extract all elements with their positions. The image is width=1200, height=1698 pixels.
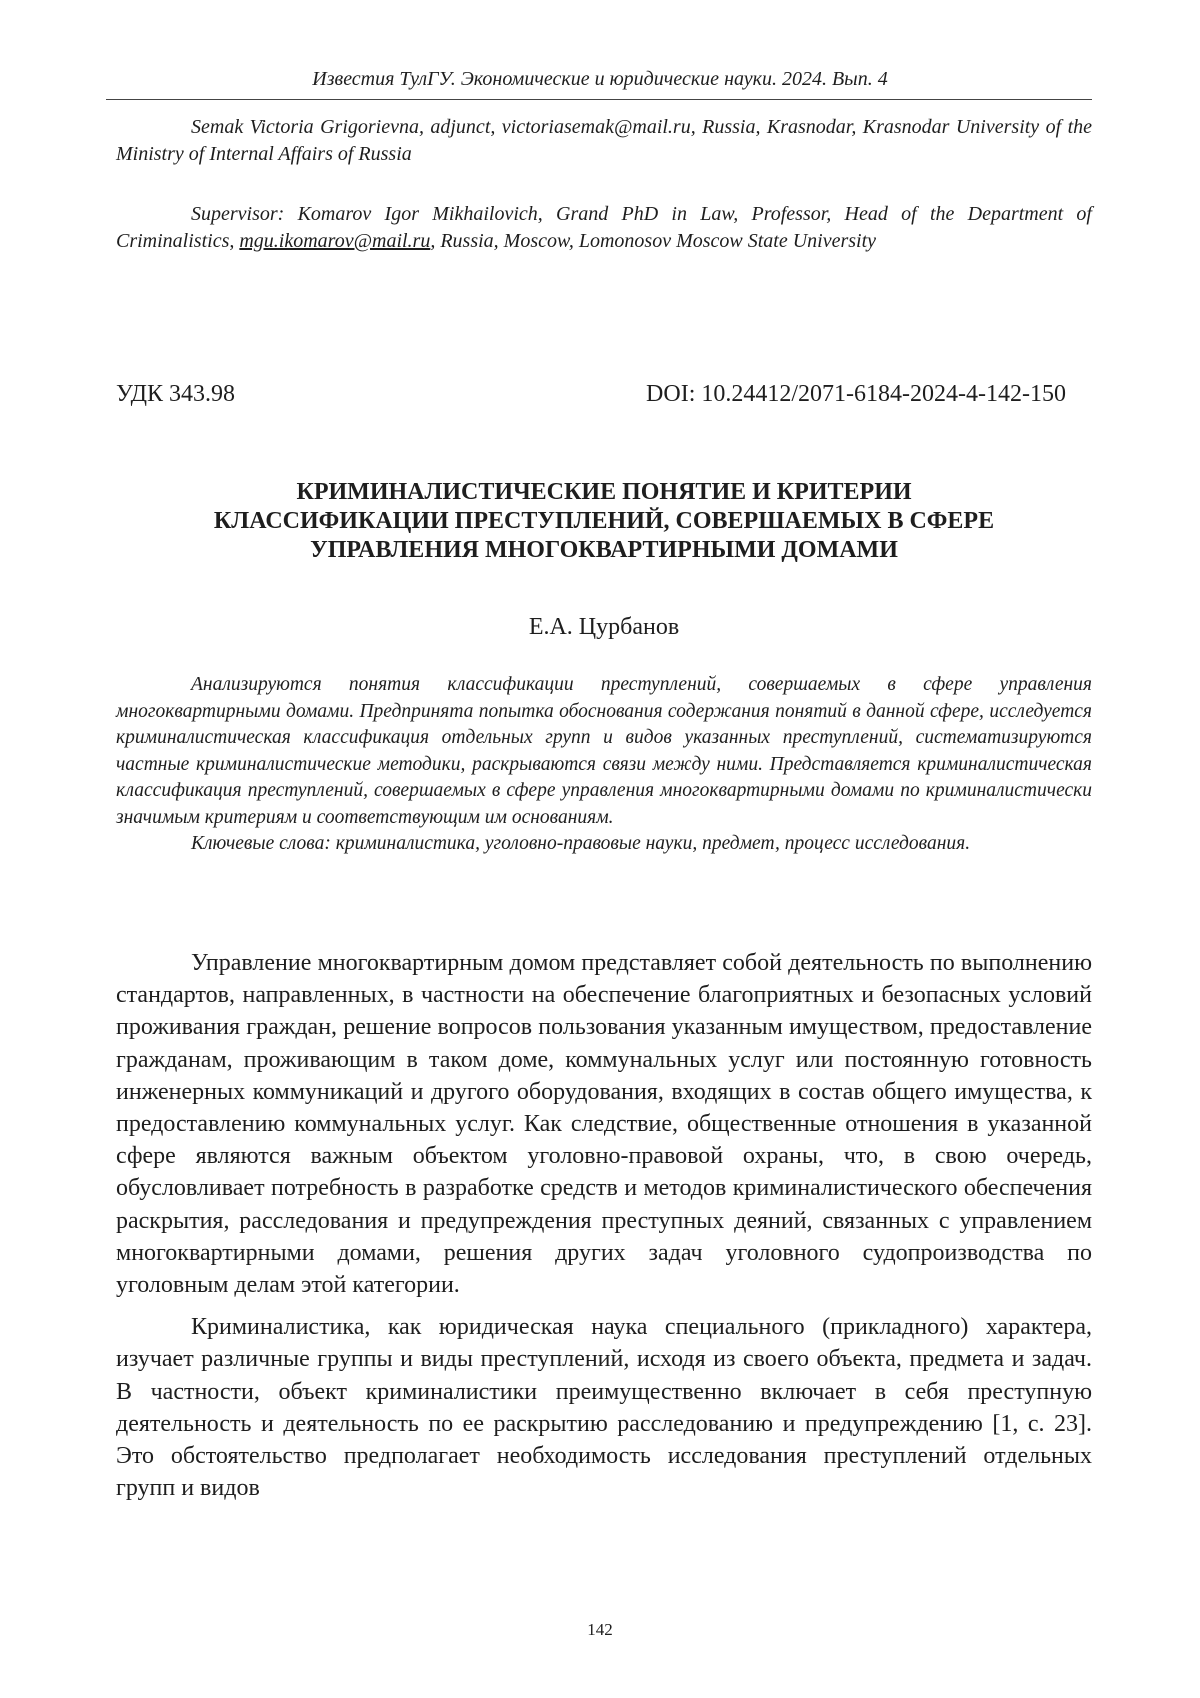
supervisor-details: Supervisor: Komarov Igor Mikhailovich, Grand PhD in Law, Professor, Head of the Department of Criminalistics, <box>116 203 1092 252</box>
header-rule <box>106 99 1092 100</box>
article-title <box>116 478 1092 565</box>
affiliation-semak <box>116 114 1092 168</box>
title-line: КЛАССИФИКАЦИИ ПРЕСТУПЛЕНИЙ, СОВЕРШАЕМЫХ В СФЕРЕ <box>116 507 1092 536</box>
journal-page <box>0 0 1200 1698</box>
title-line: КРИМИНАЛИСТИЧЕСКИЕ ПОНЯТИЕ И КРИТЕРИИ <box>116 478 1092 507</box>
abstract <box>116 672 1092 858</box>
keywords: Ключевые слова: криминалистика, уголовно-правовые науки, предмет, процесс исследования. <box>116 831 1092 858</box>
supervisor-email-link[interactable]: mgu.ikomarov@mail.ru <box>239 230 430 252</box>
article-author: Е.А. Цурбанов <box>116 612 1092 642</box>
supervisor-location: , Russia, Moscow, Lomonosov Moscow State University <box>430 230 876 252</box>
abstract-text: Анализируются понятия классификации преступлений, совершаемых в сфере управления многоквартирными домами. Предпринята попытка обоснования содержания понятий в данной сфере, исследуется криминалистическая классификация отдельных групп и видов указанных преступлений, систематизируются частные криминалистические методики, раскрываются связи между ними. Представляется криминалистическая классификация преступлений, совершаемых в сфере управления многоквартирными домами по криминалистически значимым критериям и соответствующим им основаниям. <box>116 672 1092 831</box>
doi-identifier: DOI: 10.24412/2071-6184-2024-4-142-150 <box>646 379 1066 409</box>
running-head: Известия ТулГУ. Экономические и юридические науки. 2024. Вып. 4 <box>108 66 1092 92</box>
body-paragraph: Криминалистика, как юридическая наука специального (прикладного) характера, изучает различные группы и виды преступлений, исходя из своего объекта, предмета и задач. В частности, объект криминалистики преимущественно включает в себя преступную деятельность и деятельность по ее раскрытию расследованию и предупреждению [1, с. 23]. Это обстоятельство предполагает необходимость исследования преступлений отдельных групп и видов <box>116 1311 1092 1504</box>
body-paragraph: Управление многоквартирным домом представляет собой деятельность по выполнению стандартов, направленных, в частности на обеспечение благоприятных и безопасных условий проживания граждан, решение вопросов пользования указанным имуществом, предоставление гражданам, проживающим в таком доме, коммунальных услуг или постоянную готовность инженерных коммуникаций и другого оборудования, входящих в состав общего имущества, к предоставлению коммунальных услуг. Как следствие, общественные отношения в указанной сфере являются важным объектом уголовно-правовой охраны, что, в свою очередь, обусловливает потребность в разработке средств и методов криминалистического обеспечения раскрытия, расследования и предупреждения преступных деяний, связанных с управлением многоквартирными домами, решения других задач уголовного судопроизводства по уголовным делам этой категории. <box>116 947 1092 1301</box>
page-number: 142 <box>0 1620 1200 1640</box>
body-text <box>116 947 1092 1504</box>
affiliation-semak-text: Semak Victoria Grigorievna, adjunct, victoriasemak@mail.ru, Russia, Krasnodar, Krasnodar University of the Ministry of Internal Affairs of Russia <box>116 114 1092 168</box>
udk-code: УДК 343.98 <box>116 379 235 409</box>
affiliation-supervisor <box>116 201 1092 255</box>
affiliation-supervisor-text <box>116 201 1092 255</box>
title-line: УПРАВЛЕНИЯ МНОГОКВАРТИРНЫМИ ДОМАМИ <box>116 536 1092 565</box>
